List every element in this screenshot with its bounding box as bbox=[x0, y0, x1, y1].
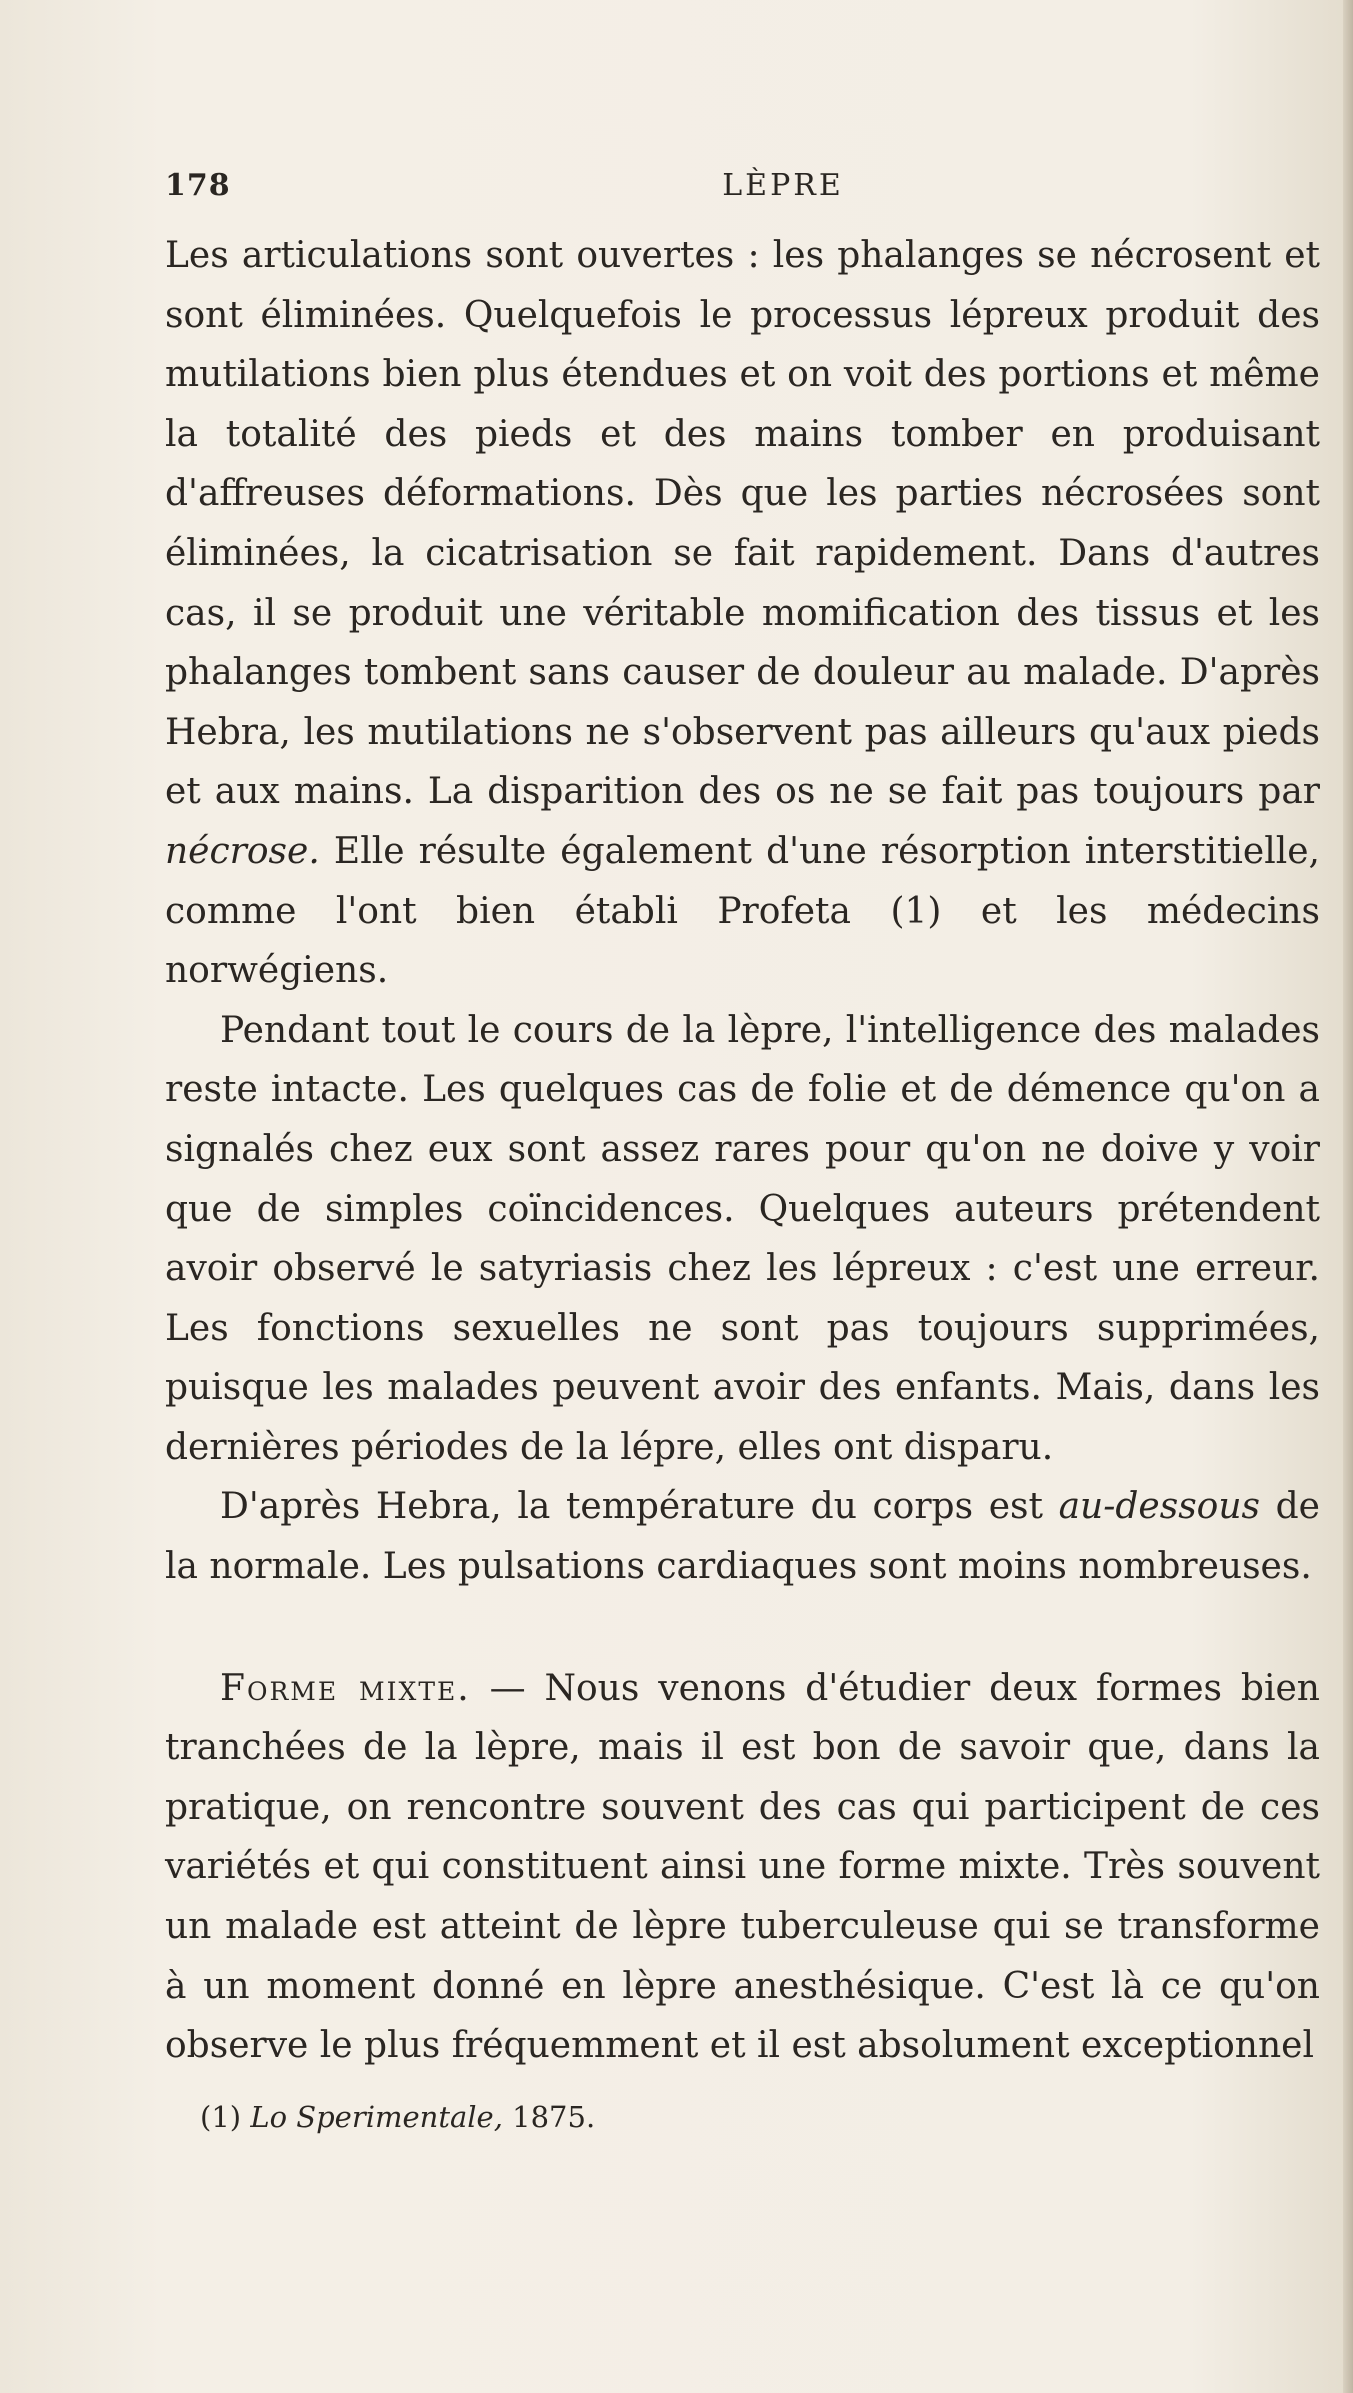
footnote bbox=[200, 2100, 595, 2134]
paragraph bbox=[165, 1477, 1320, 1596]
footnote-year: 1875. bbox=[512, 2100, 596, 2134]
footnote-source: Lo Sperimentale, bbox=[250, 2100, 503, 2134]
emphasis-text: au-dessous bbox=[1058, 1486, 1261, 1528]
page-edge bbox=[1343, 0, 1353, 2393]
body-text bbox=[165, 226, 1320, 2076]
emphasis-text: nécrose. bbox=[165, 830, 320, 872]
paragraph-text: D'après Hebra, la température du corps est bbox=[220, 1486, 1059, 1528]
page-header bbox=[165, 168, 1145, 218]
paragraph-text: Les articulations sont ouvertes : les phalanges se nécrosent et sont éliminées. Quelquefois le processus lépreux produit des mutilations bien plus étendues et on voit des portions et même la totalité des pieds et des mains tomber en produisant d'affreuses déformations. Dès que les parties nécrosées sont éliminées, la cicatrisation se fait rapidement. Dans d'autres cas, il se produit une véritable momification des tissus et les phalanges tombent sans causer de douleur au malade. D'après Hebra, les mutilations ne s'observent pas ailleurs qu'aux pieds et aux mains. La disparition des os ne se fait pas toujours par bbox=[165, 235, 1320, 813]
running-title: LÈPRE bbox=[722, 168, 844, 203]
paragraph: Pendant tout le cours de la lèpre, l'intelligence des malades reste intacte. Les quelques cas de folie et de démence qu'on a signalés chez eux sont assez rares pour qu'on ne doive y voir que de simples coïncidences. Quelques auteurs prétendent avoir observé le satyriasis chez les lépreux : c'est une erreur. Les fonctions sexuelles ne sont pas toujours supprimées, puisque les malades peuvent avoir des enfants. Mais, dans les dernières périodes de la lépre, elles ont disparu. bbox=[165, 1009, 1320, 1468]
page-number: 178 bbox=[165, 168, 231, 203]
paragraph-text: — Nous venons d'étudier deux formes bien tranchées de la lèpre, mais il est bon de savoir que, dans la pratique, on rencontre souvent des cas qui participent de ces variétés et qui constituent ainsi une forme mixte. Très souvent un malade est atteint de lèpre tuberculeuse qui se transforme à un moment donné en lèpre anesthésique. C'est là ce qu'on observe le plus fréquemment et il est absolument exceptionnel bbox=[165, 1667, 1320, 2067]
footnote-marker: (1) bbox=[200, 2100, 242, 2134]
paragraph-text: Elle résulte également d'une résorption interstitielle, comme l'ont bien établi Profeta (1) et les médecins norwégiens. bbox=[165, 830, 1320, 992]
section-heading: Forme mixte. bbox=[220, 1667, 471, 1709]
paragraph-text: de la normale. Les pulsations cardiaques sont moins nombreuses. bbox=[165, 1486, 1320, 1588]
paragraph bbox=[165, 1659, 1320, 2076]
paragraph bbox=[165, 226, 1320, 1001]
